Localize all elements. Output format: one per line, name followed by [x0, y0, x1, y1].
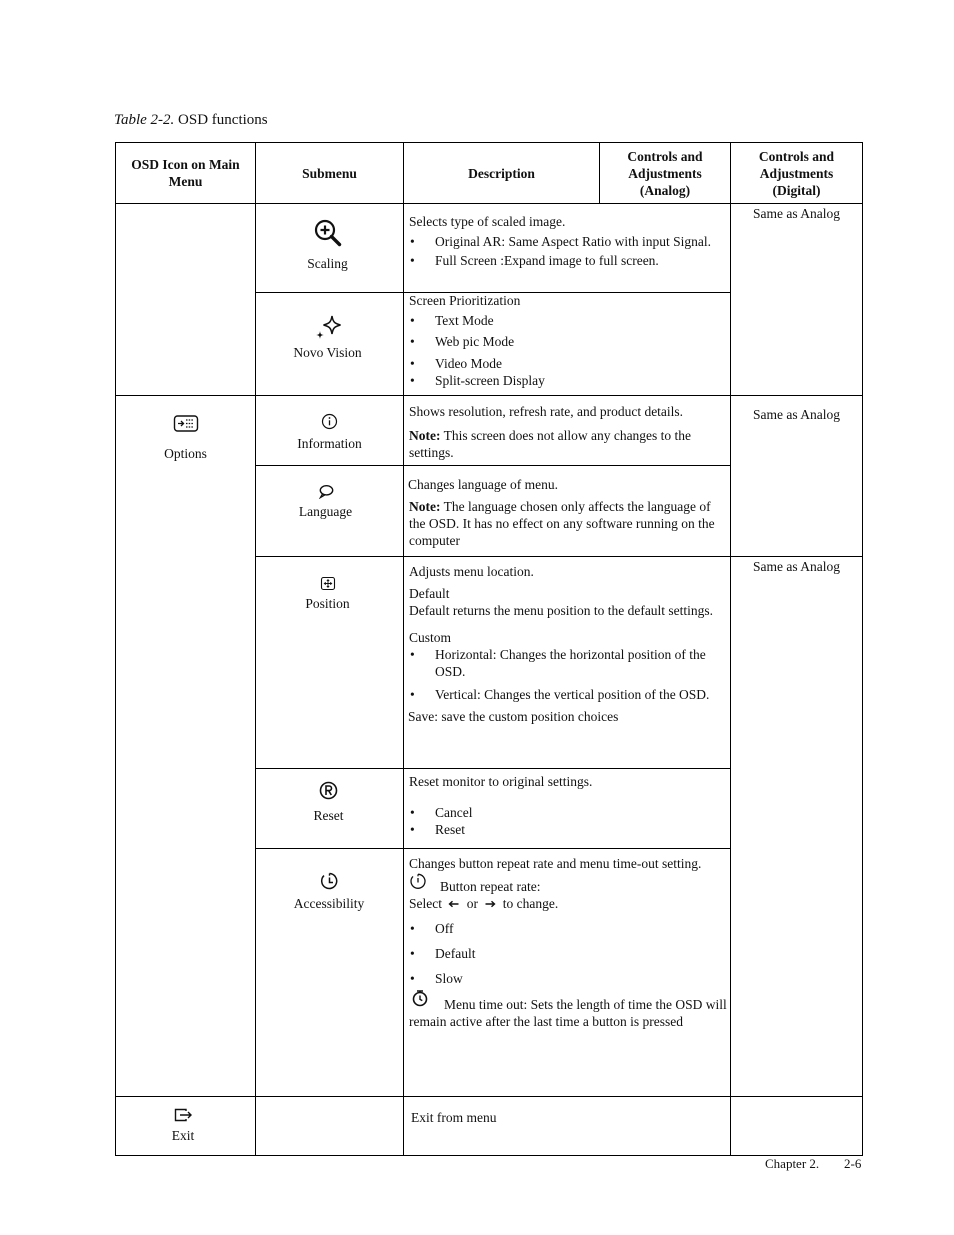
footer-page-number: 2-6: [844, 1156, 862, 1171]
position-default-title: Default: [409, 586, 450, 601]
reset-bullet: • Cancel: [409, 804, 727, 821]
accessibility-bullet: • Default: [409, 945, 727, 962]
position-description: [409, 563, 727, 725]
novo-vision-description: [409, 292, 727, 389]
reset-bullet: • Reset: [409, 821, 727, 838]
scaling-description: [409, 213, 727, 269]
submenu-novo-vision: [256, 314, 399, 361]
position-bullet: • Vertical: Changes the vertical position of the OSD.: [409, 686, 727, 703]
header-description: Description: [468, 165, 535, 181]
accessibility-label: Accessibility: [293, 896, 365, 911]
header-osd-icon: OSD Icon on Main Menu: [131, 157, 240, 189]
info-circle-icon: [321, 413, 338, 430]
language-intro: Changes language of menu.: [408, 477, 558, 492]
submenu-position: [256, 576, 399, 612]
timer-icon: [411, 989, 429, 1007]
submenu-accessibility: [256, 871, 402, 912]
accessibility-intro: Changes button repeat rate and menu time-out setting.: [409, 856, 702, 871]
digital-position-same-as-analog: Same as Analog: [753, 559, 840, 574]
scaling-bullet: • Full Screen :Expand image to full screen.: [409, 252, 727, 269]
header-digital: Controls and Adjustments (Digital): [758, 148, 835, 198]
novo-bullet: • Web pic Mode: [409, 333, 727, 350]
novo-bullet: • Video Mode: [409, 355, 727, 372]
table-caption: [114, 112, 268, 129]
left-arrow-icon: [448, 899, 460, 909]
exit-description: Exit from menu: [411, 1110, 497, 1125]
sparkle-stars-icon: [313, 314, 343, 342]
digital-scaling-same-as-analog: Same as Analog: [753, 206, 840, 221]
reset-intro: Reset monitor to original settings.: [409, 774, 593, 789]
position-save: Save: save the custom position choices: [408, 709, 619, 724]
scaling-intro: Selects type of scaled image.: [409, 214, 566, 229]
language-description: [408, 476, 726, 549]
submenu-scaling: [256, 218, 399, 272]
clock-icon: [320, 871, 339, 891]
information-note: Note: This screen does not allow any changes to the settings.: [409, 428, 692, 460]
language-note: Note: The language chosen only affects the language of the OSD. It has no effect on any software running on the computer: [409, 499, 715, 548]
reset-circle-icon: [319, 781, 338, 800]
reset-label: Reset: [313, 808, 344, 823]
position-bullet: • Horizontal: Changes the horizontal position of the OSD.: [409, 646, 727, 680]
position-default-text: Default returns the menu position to the default settings.: [409, 603, 714, 618]
reset-description: [409, 773, 727, 838]
novo-bullet: • Text Mode: [409, 312, 727, 329]
button-repeat-line: Button repeat rate:: [409, 878, 727, 895]
accessibility-description: [409, 855, 727, 1030]
language-label: Language: [298, 504, 353, 519]
main-menu-exit: [116, 1107, 250, 1144]
exit-icon: [173, 1107, 193, 1123]
accessibility-bullet: • Slow: [409, 970, 727, 987]
caption-label: Table 2-2.: [114, 112, 175, 128]
submenu-language: [256, 484, 395, 520]
caption-text: OSD functions: [178, 112, 268, 128]
novo-bullet: • Split-screen Display: [409, 372, 727, 389]
novo-vision-label: Novo Vision: [293, 345, 362, 360]
select-line: Select or to change.: [409, 896, 559, 911]
accessibility-bullet: • Off: [409, 920, 727, 937]
header-analog: Controls and Adjustments (Analog): [627, 148, 703, 198]
information-label: Information: [297, 436, 362, 451]
scaling-label: Scaling: [307, 256, 348, 271]
right-arrow-icon: [484, 899, 496, 909]
novo-intro: Screen Prioritization: [409, 293, 521, 308]
main-menu-options: [116, 414, 255, 462]
move-arrows-icon: [320, 576, 336, 591]
options-label: Options: [164, 446, 207, 461]
speech-bubble-icon: [318, 484, 334, 499]
footer-chapter: Chapter 2.: [765, 1156, 820, 1171]
information-description: [409, 403, 729, 461]
scaling-bullet: • Original AR: Same Aspect Ratio with input Signal.: [409, 233, 727, 250]
submenu-reset: [256, 781, 401, 824]
exit-label: Exit: [171, 1128, 195, 1143]
position-custom-title: Custom: [409, 630, 452, 645]
digital-options-same-as-analog: Same as Analog: [753, 407, 840, 422]
menu-timeout-text: Menu time out: Sets the length of time the OSD will remain active after the last time a button is pressed: [409, 996, 727, 1030]
magnifier-plus-icon: [313, 218, 343, 248]
repeat-rate-clock-icon: [409, 872, 427, 890]
options-menu-icon: [173, 414, 199, 434]
position-label: Position: [305, 596, 350, 611]
information-intro: Shows resolution, refresh rate, and product details.: [409, 404, 684, 419]
submenu-information: [256, 413, 403, 452]
header-submenu: Submenu: [302, 165, 357, 181]
position-intro: Adjusts menu location.: [409, 564, 534, 579]
